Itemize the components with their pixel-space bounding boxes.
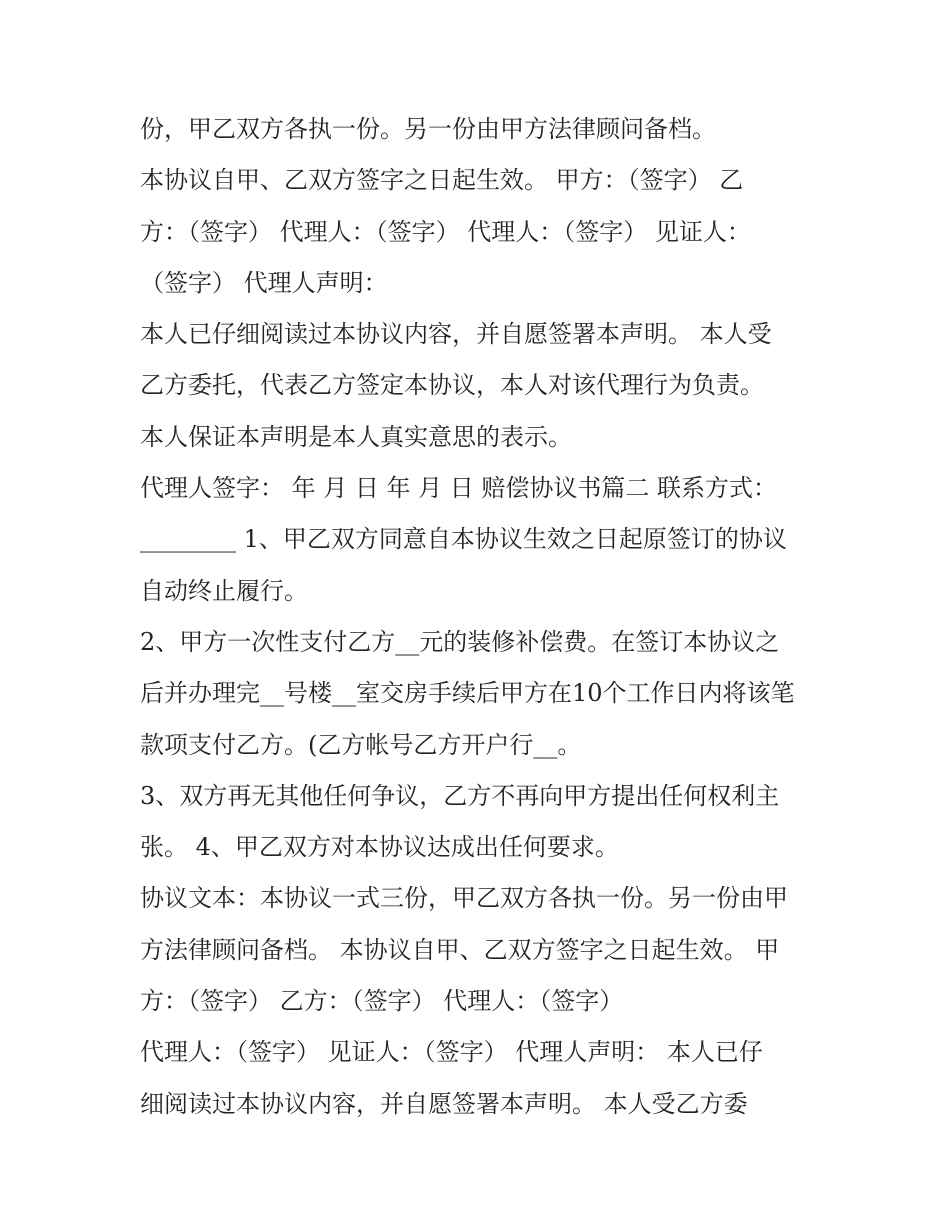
document-body [140, 104, 840, 1130]
text-line-19: 代理人：（签字） 见证人：（签字） 代理人声明： 本人已仔 [140, 1038, 763, 1067]
text-line-20: 细阅读过本协议内容，并自愿签署本声明。 本人受乙方委 [140, 1089, 748, 1118]
text-line-10: 自动终止履行。 [140, 576, 308, 605]
text-line-2: 本协议自甲、乙双方签字之日起生效。 甲方：（签字） 乙 [140, 166, 744, 195]
text-line-18: 方：（签字） 乙方：（签字） 代理人：（签字） [140, 987, 624, 1016]
text-line-9: ________ 1、甲乙双方同意自本协议生效之日起原签订的协议 [140, 525, 787, 554]
text-line-13: 款项支付乙方。(乙方帐号乙方开户行__。 [140, 730, 582, 759]
text-line-16: 协议文本：本协议一式三份，甲乙双方各执一份。另一份由甲 [140, 884, 788, 913]
text-line-6: 乙方委托，代表乙方签定本协议，本人对该代理行为负责。 [140, 371, 764, 400]
text-line-1: 份，甲乙双方各执一份。另一份由甲方法律顾问备档。 [140, 115, 716, 143]
text-line-8: 代理人签字： 年 月 日 年 月 日 赔偿协议书篇二 联系方式： [140, 474, 778, 503]
text-line-15: 张。 4、甲乙双方对本协议达成出任何要求。 [140, 833, 619, 862]
text-line-11: 2、甲方一次性支付乙方__元的装修补偿费。在签订本协议之 [140, 627, 780, 656]
text-line-3: 方：（签字） 代理人：（签字） 代理人：（签字） 见证人： [140, 217, 751, 246]
text-line-17: 方法律顾问备档。 本协议自甲、乙双方签字之日起生效。 甲 [140, 935, 780, 964]
text-line-7: 本人保证本声明是本人真实意思的表示。 [140, 422, 572, 451]
text-line-14: 3、双方再无其他任何争议，乙方不再向甲方提出任何权利主 [140, 781, 780, 810]
text-line-4: （签字） 代理人声明： [140, 268, 388, 297]
text-line-12: 后并办理完__号楼__室交房手续后甲方在10个工作日内将该笔 [140, 679, 795, 708]
text-line-5: 本人已仔细阅读过本协议内容，并自愿签署本声明。 本人受 [140, 320, 772, 349]
